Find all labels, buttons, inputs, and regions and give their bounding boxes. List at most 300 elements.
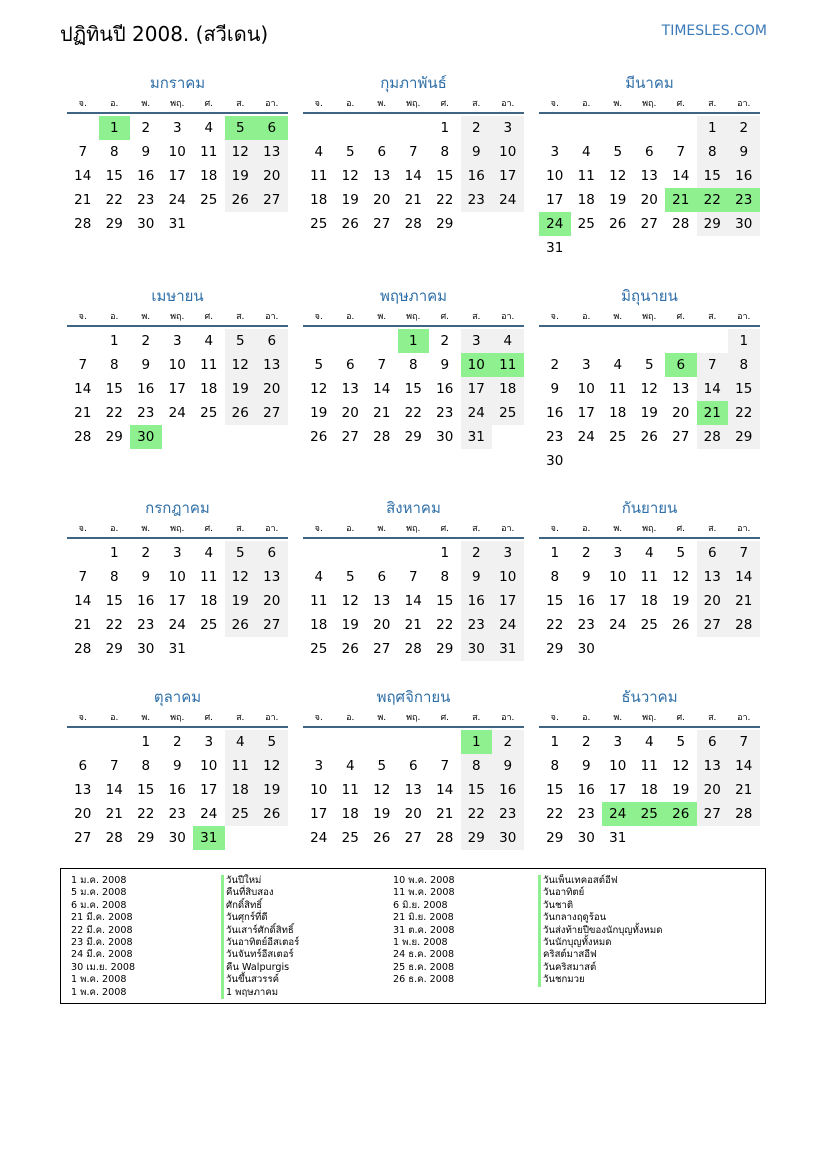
day-cell: 19 bbox=[373, 806, 391, 822]
weekday-label: อา. bbox=[501, 99, 515, 109]
day-cell: 7 bbox=[109, 758, 119, 774]
holiday-date: 30 เม.ย. 2008 bbox=[71, 961, 136, 973]
day-cell: 3 bbox=[172, 545, 182, 561]
day-cell: 6 bbox=[78, 758, 88, 774]
day-cell: 2 bbox=[172, 734, 182, 750]
empty-cell bbox=[303, 329, 335, 353]
weekday-header bbox=[303, 98, 524, 114]
weekday-label: จ. bbox=[314, 524, 323, 534]
weekday-label: พ. bbox=[613, 713, 623, 723]
day-cell: 13 bbox=[74, 782, 92, 798]
day-cell: 25 bbox=[634, 802, 666, 826]
empty-cell bbox=[602, 116, 634, 140]
day-cell: 29 bbox=[697, 212, 729, 236]
weekday-header bbox=[303, 712, 524, 728]
day-cell: 7 bbox=[408, 569, 418, 585]
day-cell: 31 bbox=[492, 637, 524, 661]
day-cell: 26 bbox=[341, 216, 359, 232]
weekday-label: พ. bbox=[377, 312, 387, 322]
day-cell: 22 bbox=[436, 192, 454, 208]
day-grid bbox=[539, 541, 760, 661]
weekday-header bbox=[539, 523, 760, 539]
day-cell: 25 bbox=[640, 617, 658, 633]
day-grid bbox=[67, 730, 288, 850]
holiday-date: 24 ธ.ค. 2008 bbox=[393, 949, 455, 961]
day-cell: 25 bbox=[609, 429, 627, 445]
day-cell: 2 bbox=[141, 333, 151, 349]
day-cell: 10 bbox=[492, 140, 524, 164]
day-cell: 19 bbox=[640, 405, 658, 421]
day-cell: 16 bbox=[577, 593, 595, 609]
day-cell: 27 bbox=[640, 216, 658, 232]
weekday-label: จ. bbox=[78, 99, 87, 109]
day-cell: 18 bbox=[609, 405, 627, 421]
day-cell: 16 bbox=[168, 782, 186, 798]
empty-cell bbox=[67, 541, 99, 565]
day-cell: 15 bbox=[436, 593, 454, 609]
day-cell: 7 bbox=[728, 541, 760, 565]
day-cell: 19 bbox=[672, 782, 690, 798]
weekday-label: พฤ. bbox=[406, 713, 421, 723]
empty-cell bbox=[571, 116, 603, 140]
day-cell: 5 bbox=[345, 144, 355, 160]
weekday-label: ศ. bbox=[204, 312, 214, 322]
day-cell: 21 bbox=[436, 806, 454, 822]
holiday-name: วันขึ้นสวรรค์ bbox=[221, 974, 299, 986]
day-cell: 21 bbox=[728, 589, 760, 613]
day-cell: 9 bbox=[440, 357, 450, 373]
day-cell: 18 bbox=[640, 782, 658, 798]
day-cell: 27 bbox=[697, 802, 729, 826]
holiday-name: คริสต์มาสอีฟ bbox=[538, 949, 662, 961]
weekday-label: พฤ. bbox=[170, 524, 185, 534]
day-cell: 29 bbox=[461, 826, 493, 850]
day-cell: 20 bbox=[256, 377, 288, 401]
day-cell: 9 bbox=[141, 569, 151, 585]
day-cell: 18 bbox=[492, 377, 524, 401]
day-cell: 23 bbox=[728, 188, 760, 212]
holiday-name: 1 พฤษภาคม bbox=[221, 987, 299, 999]
weekday-label: จ. bbox=[78, 524, 87, 534]
empty-cell bbox=[634, 329, 666, 353]
weekday-label: อา. bbox=[501, 312, 515, 322]
empty-cell bbox=[335, 329, 367, 353]
day-cell: 3 bbox=[613, 545, 623, 561]
day-cell: 7 bbox=[377, 357, 387, 373]
weekday-label: ศ. bbox=[204, 713, 214, 723]
day-cell: 5 bbox=[225, 541, 257, 565]
day-cell: 9 bbox=[461, 565, 493, 589]
day-cell: 6 bbox=[345, 357, 355, 373]
day-cell: 11 bbox=[200, 357, 218, 373]
day-cell: 25 bbox=[200, 405, 218, 421]
weekday-label: จ. bbox=[78, 713, 87, 723]
weekday-label: ส. bbox=[236, 524, 245, 534]
day-cell: 8 bbox=[408, 357, 418, 373]
weekday-label: อา. bbox=[737, 99, 751, 109]
day-cell: 27 bbox=[404, 830, 422, 846]
day-cell: 1 bbox=[550, 734, 560, 750]
day-cell: 17 bbox=[200, 782, 218, 798]
day-cell: 20 bbox=[697, 778, 729, 802]
empty-cell bbox=[67, 730, 99, 754]
day-cell: 8 bbox=[550, 569, 560, 585]
day-cell: 26 bbox=[341, 641, 359, 657]
day-cell: 25 bbox=[310, 216, 328, 232]
weekday-header bbox=[303, 523, 524, 539]
day-cell: 10 bbox=[168, 357, 186, 373]
day-cell: 13 bbox=[373, 168, 391, 184]
day-cell: 28 bbox=[105, 830, 123, 846]
day-cell: 14 bbox=[436, 782, 454, 798]
weekday-header bbox=[67, 523, 288, 539]
holiday-name: วันอาทิตย์อีสเตอร์ bbox=[221, 937, 299, 949]
day-cell: 20 bbox=[341, 405, 359, 421]
day-cell: 16 bbox=[137, 168, 155, 184]
day-cell: 25 bbox=[310, 641, 328, 657]
day-cell: 25 bbox=[341, 830, 359, 846]
day-cell: 28 bbox=[728, 613, 760, 637]
day-cell: 12 bbox=[341, 593, 359, 609]
day-cell: 7 bbox=[408, 144, 418, 160]
day-cell: 15 bbox=[137, 782, 155, 798]
day-cell: 11 bbox=[200, 144, 218, 160]
day-cell: 30 bbox=[137, 216, 155, 232]
holiday-name: วันนักบุญทั้งหมด bbox=[538, 937, 662, 949]
weekday-label: อ. bbox=[582, 713, 591, 723]
day-cell: 31 bbox=[609, 830, 627, 846]
day-cell: 24 bbox=[200, 806, 218, 822]
day-cell: 8 bbox=[550, 758, 560, 774]
weekday-label: ส. bbox=[472, 713, 481, 723]
day-cell: 22 bbox=[461, 802, 493, 826]
day-cell: 17 bbox=[609, 593, 627, 609]
day-cell: 7 bbox=[78, 569, 88, 585]
day-cell: 17 bbox=[168, 593, 186, 609]
weekday-label: จ. bbox=[550, 312, 559, 322]
day-cell: 16 bbox=[461, 164, 493, 188]
day-cell: 12 bbox=[310, 381, 328, 397]
empty-cell bbox=[335, 541, 367, 565]
month-name: กรกฎาคม bbox=[145, 499, 210, 517]
day-cell: 4 bbox=[204, 120, 214, 136]
day-cell: 15 bbox=[546, 782, 564, 798]
day-cell: 29 bbox=[546, 830, 564, 846]
weekday-label: ส. bbox=[708, 312, 717, 322]
day-cell: 10 bbox=[168, 144, 186, 160]
day-cell: 25 bbox=[577, 216, 595, 232]
empty-cell bbox=[99, 730, 131, 754]
day-cell: 26 bbox=[310, 429, 328, 445]
day-cell: 12 bbox=[225, 140, 257, 164]
day-cell: 26 bbox=[256, 802, 288, 826]
day-cell: 17 bbox=[577, 405, 595, 421]
day-cell: 6 bbox=[644, 144, 654, 160]
holiday-names-col-2 bbox=[538, 875, 662, 987]
month-block bbox=[303, 285, 524, 449]
day-cell: 19 bbox=[310, 405, 328, 421]
weekday-label: พ. bbox=[613, 312, 623, 322]
day-cell: 19 bbox=[225, 589, 257, 613]
day-cell: 16 bbox=[577, 782, 595, 798]
weekday-label: พฤ. bbox=[170, 312, 185, 322]
day-cell: 8 bbox=[440, 144, 450, 160]
day-cell: 13 bbox=[672, 381, 690, 397]
day-cell: 23 bbox=[577, 617, 595, 633]
day-cell: 24 bbox=[310, 830, 328, 846]
empty-cell bbox=[429, 730, 461, 754]
month-name: ตุลาคม bbox=[153, 688, 202, 706]
day-cell: 30 bbox=[130, 425, 162, 449]
day-cell: 1 bbox=[99, 116, 131, 140]
day-cell: 2 bbox=[728, 116, 760, 140]
day-cell: 6 bbox=[665, 353, 697, 377]
day-cell: 10 bbox=[492, 565, 524, 589]
day-cell: 11 bbox=[640, 758, 658, 774]
holiday-name: วันอาทิตย์ bbox=[538, 887, 662, 899]
day-cell: 31 bbox=[168, 641, 186, 657]
day-cell: 18 bbox=[341, 806, 359, 822]
month-name: มกราคม bbox=[149, 74, 206, 92]
day-cell: 30 bbox=[168, 830, 186, 846]
day-cell: 19 bbox=[225, 377, 257, 401]
day-cell: 21 bbox=[404, 192, 422, 208]
day-cell: 9 bbox=[141, 357, 151, 373]
weekday-label: พ. bbox=[377, 99, 387, 109]
day-cell: 11 bbox=[225, 754, 257, 778]
weekday-label: ศ. bbox=[440, 524, 450, 534]
day-cell: 19 bbox=[225, 164, 257, 188]
day-cell: 14 bbox=[404, 168, 422, 184]
day-cell: 13 bbox=[404, 782, 422, 798]
empty-cell bbox=[634, 116, 666, 140]
empty-cell bbox=[303, 116, 335, 140]
day-cell: 24 bbox=[461, 401, 493, 425]
day-cell: 30 bbox=[436, 429, 454, 445]
day-cell: 28 bbox=[404, 216, 422, 232]
day-cell: 13 bbox=[373, 593, 391, 609]
day-cell: 30 bbox=[546, 453, 564, 469]
day-cell: 13 bbox=[697, 565, 729, 589]
day-cell: 29 bbox=[436, 216, 454, 232]
weekday-label: ศ. bbox=[204, 99, 214, 109]
day-cell: 21 bbox=[665, 188, 697, 212]
day-cell: 31 bbox=[168, 216, 186, 232]
day-cell: 28 bbox=[74, 216, 92, 232]
day-cell: 16 bbox=[137, 593, 155, 609]
day-cell: 20 bbox=[640, 192, 658, 208]
day-cell: 16 bbox=[546, 405, 564, 421]
day-cell: 26 bbox=[672, 617, 690, 633]
day-cell: 12 bbox=[256, 754, 288, 778]
day-cell: 18 bbox=[310, 192, 328, 208]
weekday-label: ศ. bbox=[676, 713, 686, 723]
holiday-date: 1 พ.ค. 2008 bbox=[71, 974, 127, 986]
day-cell: 10 bbox=[168, 569, 186, 585]
month-name: กันยายน bbox=[621, 499, 678, 517]
day-cell: 14 bbox=[74, 593, 92, 609]
holiday-date: 6 มิ.ย. 2008 bbox=[393, 899, 448, 911]
day-cell: 19 bbox=[341, 617, 359, 633]
day-cell: 13 bbox=[697, 754, 729, 778]
day-cell: 19 bbox=[256, 778, 288, 802]
day-cell: 18 bbox=[200, 593, 218, 609]
day-cell: 10 bbox=[609, 569, 627, 585]
weekday-label: อา. bbox=[501, 524, 515, 534]
day-cell: 11 bbox=[577, 168, 595, 184]
day-cell: 31 bbox=[546, 240, 564, 256]
weekday-label: พฤ. bbox=[170, 713, 185, 723]
weekday-label: พ. bbox=[613, 99, 623, 109]
day-cell: 25 bbox=[200, 192, 218, 208]
day-grid bbox=[303, 329, 524, 449]
day-cell: 21 bbox=[373, 405, 391, 421]
holiday-date: 21 มี.ค. 2008 bbox=[71, 912, 133, 924]
day-cell: 18 bbox=[200, 168, 218, 184]
month-block bbox=[67, 285, 288, 449]
day-cell: 28 bbox=[74, 429, 92, 445]
holiday-date: 10 พ.ค. 2008 bbox=[393, 875, 455, 886]
empty-cell bbox=[398, 730, 430, 754]
day-cell: 27 bbox=[697, 613, 729, 637]
day-cell: 8 bbox=[109, 569, 119, 585]
holiday-date: 11 พ.ค. 2008 bbox=[393, 887, 455, 899]
day-cell: 20 bbox=[697, 589, 729, 613]
empty-cell bbox=[67, 116, 99, 140]
weekday-label: อ. bbox=[110, 713, 119, 723]
day-cell: 20 bbox=[256, 164, 288, 188]
day-cell: 3 bbox=[492, 116, 524, 140]
day-cell: 23 bbox=[137, 617, 155, 633]
day-cell: 22 bbox=[404, 405, 422, 421]
day-cell: 14 bbox=[728, 754, 760, 778]
day-cell: 16 bbox=[728, 164, 760, 188]
day-cell: 12 bbox=[672, 569, 690, 585]
day-cell: 5 bbox=[676, 545, 686, 561]
site-link[interactable]: TIMESLES.COM bbox=[661, 23, 767, 39]
holiday-name: วันกลางฤดูร้อน bbox=[538, 912, 662, 924]
day-cell: 26 bbox=[225, 401, 257, 425]
holiday-name: วันชาติ bbox=[538, 900, 662, 912]
weekday-label: พ. bbox=[613, 524, 623, 534]
day-cell: 26 bbox=[373, 830, 391, 846]
day-cell: 18 bbox=[577, 192, 595, 208]
day-cell: 9 bbox=[550, 381, 560, 397]
weekday-label: อา. bbox=[737, 713, 751, 723]
weekday-label: ส. bbox=[708, 524, 717, 534]
day-cell: 17 bbox=[461, 377, 493, 401]
day-cell: 21 bbox=[74, 405, 92, 421]
day-cell: 5 bbox=[644, 357, 654, 373]
day-grid bbox=[67, 541, 288, 661]
day-cell: 22 bbox=[137, 806, 155, 822]
month-name: สิงหาคม bbox=[386, 499, 441, 517]
day-cell: 8 bbox=[109, 357, 119, 373]
day-cell: 5 bbox=[225, 329, 257, 353]
day-cell: 26 bbox=[225, 613, 257, 637]
weekday-label: พฤ. bbox=[642, 99, 657, 109]
day-cell: 5 bbox=[345, 569, 355, 585]
weekday-label: พ. bbox=[141, 524, 151, 534]
day-cell: 14 bbox=[728, 565, 760, 589]
day-cell: 24 bbox=[609, 617, 627, 633]
day-cell: 29 bbox=[105, 216, 123, 232]
day-cell: 7 bbox=[728, 730, 760, 754]
day-cell: 2 bbox=[440, 333, 450, 349]
empty-cell bbox=[366, 541, 398, 565]
day-cell: 3 bbox=[314, 758, 324, 774]
day-cell: 28 bbox=[728, 802, 760, 826]
day-grid bbox=[539, 329, 760, 473]
month-name: กุมภาพันธ์ bbox=[380, 74, 447, 92]
day-cell: 12 bbox=[225, 353, 257, 377]
day-cell: 19 bbox=[341, 192, 359, 208]
empty-cell bbox=[665, 116, 697, 140]
day-cell: 20 bbox=[404, 806, 422, 822]
weekday-label: จ. bbox=[78, 312, 87, 322]
day-cell: 29 bbox=[137, 830, 155, 846]
weekday-label: พ. bbox=[141, 312, 151, 322]
weekday-label: ส. bbox=[236, 312, 245, 322]
day-cell: 3 bbox=[550, 144, 560, 160]
day-cell: 8 bbox=[109, 144, 119, 160]
weekday-label: อ. bbox=[582, 99, 591, 109]
day-cell: 29 bbox=[105, 641, 123, 657]
day-cell: 1 bbox=[461, 730, 493, 754]
month-block bbox=[67, 686, 288, 850]
empty-cell bbox=[539, 116, 571, 140]
day-cell: 4 bbox=[204, 333, 214, 349]
day-cell: 12 bbox=[640, 381, 658, 397]
weekday-label: พฤ. bbox=[406, 524, 421, 534]
day-cell: 27 bbox=[256, 188, 288, 212]
day-cell: 20 bbox=[256, 589, 288, 613]
holiday-name: วันคริสมาสต์ bbox=[538, 962, 662, 974]
day-cell: 29 bbox=[728, 425, 760, 449]
empty-cell bbox=[539, 329, 571, 353]
day-cell: 27 bbox=[256, 613, 288, 637]
day-cell: 4 bbox=[314, 569, 324, 585]
day-cell: 6 bbox=[256, 329, 288, 353]
holiday-name: วันส่งท้ายปีของนักบุญทั้งหมด bbox=[538, 925, 662, 937]
weekday-label: ส. bbox=[236, 99, 245, 109]
day-cell: 1 bbox=[109, 545, 119, 561]
holiday-name: ศักดิ์สิทธิ์ bbox=[221, 900, 299, 912]
day-cell: 15 bbox=[105, 381, 123, 397]
weekday-label: อา. bbox=[265, 312, 279, 322]
month-name: พฤษภาคม bbox=[379, 287, 448, 305]
day-cell: 15 bbox=[697, 164, 729, 188]
day-cell: 24 bbox=[539, 212, 571, 236]
day-cell: 27 bbox=[74, 830, 92, 846]
month-block bbox=[539, 497, 760, 661]
weekday-label: ศ. bbox=[676, 524, 686, 534]
day-cell: 17 bbox=[310, 806, 328, 822]
weekday-header bbox=[539, 712, 760, 728]
empty-cell bbox=[697, 329, 729, 353]
day-cell: 28 bbox=[436, 830, 454, 846]
day-cell: 11 bbox=[200, 569, 218, 585]
day-cell: 22 bbox=[436, 617, 454, 633]
day-cell: 25 bbox=[200, 617, 218, 633]
day-cell: 9 bbox=[141, 144, 151, 160]
holiday-date: 22 มี.ค. 2008 bbox=[71, 924, 133, 936]
day-cell: 8 bbox=[697, 140, 729, 164]
day-cell: 23 bbox=[492, 802, 524, 826]
month-name: พฤศจิกายน bbox=[376, 688, 451, 706]
day-cell: 4 bbox=[644, 545, 654, 561]
day-grid bbox=[303, 730, 524, 850]
